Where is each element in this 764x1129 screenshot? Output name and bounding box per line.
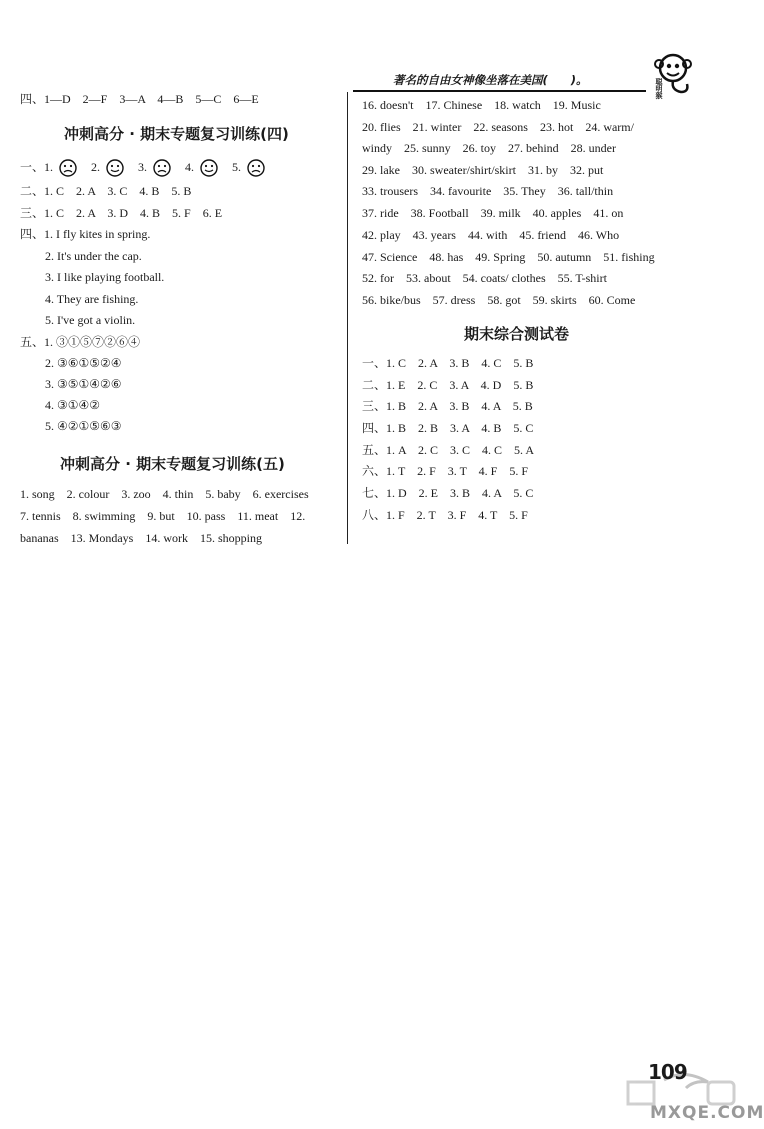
answer-line: 二、1. C 2. A 3. C 4. B 5. B (20, 184, 192, 198)
item-label: 3. (138, 160, 148, 174)
sad-face-icon (58, 159, 78, 177)
answer-line: 7. tennis 8. swimming 9. but 10. pass 11. meat 12. (20, 509, 306, 523)
answer-line: 八、1. F 2. T 3. F 4. T 5. F (362, 508, 528, 522)
answer-line: 52. for 53. about 54. coats/ clothes 55. T-shirt (362, 271, 607, 285)
answer-line-faces (20, 158, 268, 177)
item-label: 5. (232, 160, 242, 174)
answer-line: 三、1. C 2. A 3. D 4. B 5. F 6. E (20, 206, 223, 220)
answer-line: 四、1. B 2. B 3. A 4. B 5. C (362, 421, 534, 435)
answer-line: 六、1. T 2. F 3. T 4. F 5. F (362, 464, 529, 478)
happy-face-icon (105, 159, 125, 177)
answer-line: 37. ride 38. Football 39. milk 40. apples 41. on (362, 206, 624, 220)
section-heading-final: 期末综合测试卷 (464, 325, 570, 343)
answer-line: 七、1. D 2. E 3. B 4. A 5. C (362, 486, 534, 500)
section-heading-4: 冲刺高分 · 期末专题复习训练(四) (64, 125, 289, 143)
happy-face-icon (199, 159, 219, 177)
item-label: 4. (185, 160, 195, 174)
answer-line: 56. bike/bus 57. dress 58. got 59. skirts 60. Come (362, 293, 636, 307)
answer-line: bananas 13. Mondays 14. work 15. shopping (20, 531, 262, 545)
answer-line: 47. Science 48. has 49. Spring 50. autumn 51. fishing (362, 250, 655, 264)
watermark-text: MXQE.COM (650, 1103, 764, 1123)
monkey-mascot-icon (643, 46, 693, 96)
answer-line: 33. trousers 34. favourite 35. They 36. tall/thin (362, 184, 614, 198)
page-number: 109 (648, 1060, 687, 1084)
answer-line: 16. doesn't 17. Chinese 18. watch 19. Music (362, 98, 601, 112)
header-question: 著名的自由女神像坐落在美国( )。 (393, 73, 588, 87)
mascot-caption: 聪明猴 (655, 78, 663, 99)
answer-line: 20. flies 21. winter 22. seasons 23. hot 24. warm/ (362, 120, 634, 134)
answer-line: 五、1. A 2. C 3. C 4. C 5. A (362, 443, 535, 457)
answer-line: 四、1. I fly kites in spring. (20, 227, 151, 241)
answer-line: 五、1. ③①⑤⑦②⑥④ (20, 335, 141, 349)
section-heading-5: 冲刺高分 · 期末专题复习训练(五) (60, 455, 285, 473)
answer-line: 4. ③①④② (45, 398, 101, 412)
answer-line: 3. ③⑤①④②⑥ (45, 377, 122, 391)
answer-line: 1. song 2. colour 3. zoo 4. thin 5. baby 6. exercises (20, 487, 309, 501)
answer-line: 42. play 43. years 44. with 45. friend 46. Who (362, 228, 620, 242)
answer-line: 4. They are fishing. (45, 292, 139, 306)
column-divider (347, 92, 348, 544)
answer-line: 3. I like playing football. (45, 270, 165, 284)
item-label: 2. (91, 160, 101, 174)
answer-line: 三、1. B 2. A 3. B 4. A 5. B (362, 399, 533, 413)
answer-line: 5. ④②①⑤⑥③ (45, 419, 122, 433)
answer-line: 二、1. E 2. C 3. A 4. D 5. B (362, 378, 534, 392)
sad-face-icon (246, 159, 266, 177)
answer-line: 2. It's under the cap. (45, 249, 142, 263)
answer-line: windy 25. sunny 26. toy 27. behind 28. under (362, 141, 616, 155)
answer-line: 5. I've got a violin. (45, 313, 136, 327)
header-rule (353, 90, 646, 92)
answer-line: 一、1. C 2. A 3. B 4. C 5. B (362, 356, 534, 370)
answer-line: 2. ③⑥①⑤②④ (45, 356, 122, 370)
answer-line: 四、1—D 2—F 3—A 4—B 5—C 6—E (20, 92, 259, 106)
item-label: 一、1. (20, 160, 54, 174)
answer-line: 29. lake 30. sweater/shirt/skirt 31. by 32. put (362, 163, 604, 177)
sad-face-icon (152, 159, 172, 177)
